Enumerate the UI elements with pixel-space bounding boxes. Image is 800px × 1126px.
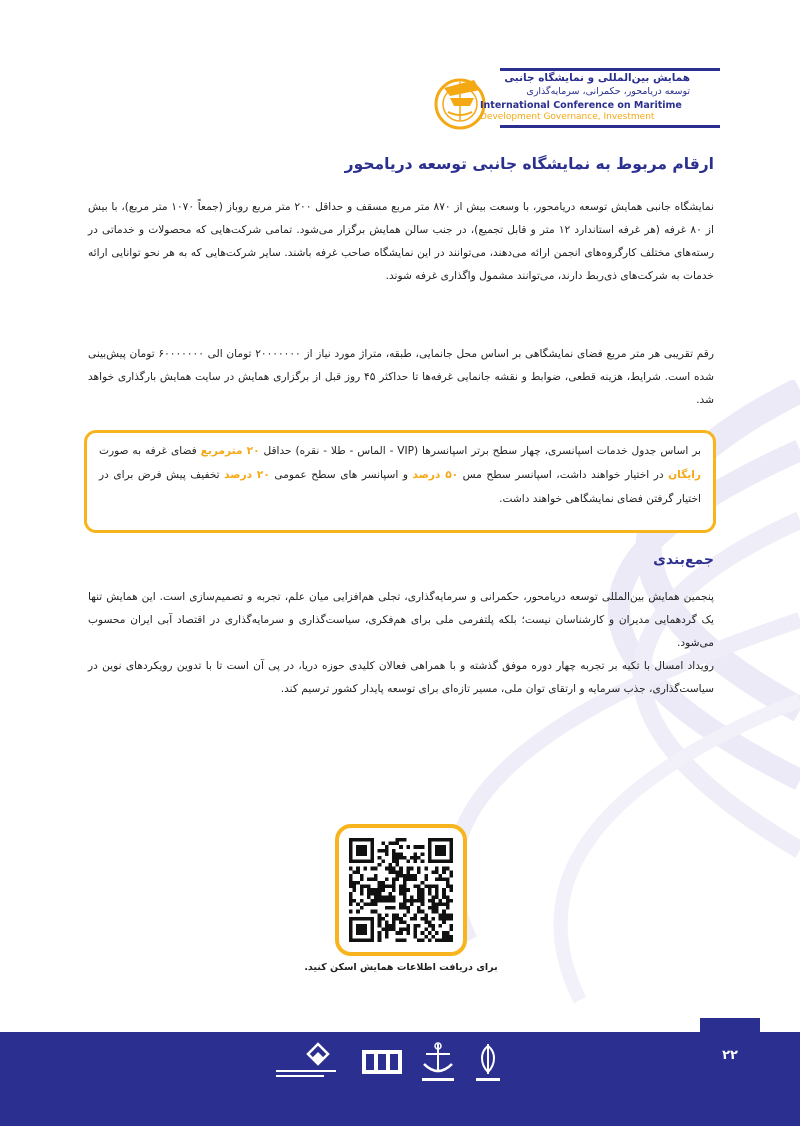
sponsor-highlight-box <box>84 430 716 533</box>
header-title-en: International Conference on Maritime <box>480 100 682 111</box>
highlight-value-area: ۲۰ مترمربع <box>200 445 260 457</box>
ports-organization-logo-icon <box>416 1040 460 1086</box>
qr-code-frame[interactable] <box>335 824 467 956</box>
header-subtitle-fa: توسعه دریامحور، حکمرانی، سرمایه‌گذاری <box>526 86 690 97</box>
sponsor-logo-icon <box>272 1040 348 1086</box>
highlight-text-3: در اختیار خواهند داشت، اسپانسر سطح مس <box>458 469 669 481</box>
header <box>430 60 720 138</box>
exhibition-paragraph-1: نمایشگاه جانبی همایش توسعه دریامحور، با وسعت بیش از ۸۷۰ متر مربع مسقف و حداقل ۲۰۰ متر مربع روباز (جمعاً ۱۰۷۰ متر مربع)، با بیش از ۸۰ غرفه (هر غرفه استاندارد ۱۲ متر و قابل تجمیع)، در جنب سالن همایش برگزار می‌شود. تمامی شرکت‌هایی که محصولات و خدماتی در رسته‌های مختلف کارگروه‌های انجمن ارائه می‌دهند، می‌توانند در این نمایشگاه صاحب غرفه باشند. سایر شرکت‌هایی که به هر نحو توانایی ارائه خدمات به شرکت‌های ذی‌ربط دارند، می‌توانند مشمول واگذاری غرفه شوند. <box>88 201 714 282</box>
highlight-value-free: رایگان <box>668 469 701 481</box>
page-number: ۲۲ <box>722 1048 738 1063</box>
section-title-exhibition: ارقام مربوط به نمایشگاه جانبی توسعه دریامحور <box>344 155 714 173</box>
highlight-value-copper-discount: ۵۰ درصد <box>412 469 459 481</box>
highlight-text-4: و اسپانسر های سطح عمومی <box>269 469 413 481</box>
iran-emblem-logo-icon <box>468 1040 508 1086</box>
highlight-text-5: تخفیف پیش فرض برای در اختیار گرفتن فضای نمایشگاهی خواهند داشت. <box>99 469 701 505</box>
header-bottom-bars <box>500 122 720 128</box>
qr-caption: برای دریافت اطلاعات همایش اسکن کنید. <box>304 962 498 973</box>
highlight-text-1: بر اساس جدول خدمات اسپانسری، چهار سطح برتر اسپانسرها (VIP - الماس - طلا - نقره) حداقل <box>259 445 702 457</box>
highlight-value-general-discount: ۲۰ درصد <box>224 469 270 481</box>
header-text-block <box>480 72 690 122</box>
section-title-summary: جمع‌بندی <box>653 552 714 568</box>
header-title-fa: همایش بین‌المللی و نمایشگاه جانبی <box>504 72 690 84</box>
exhibition-paragraph-2: رقم تقریبی هر متر مربع فضای نمایشگاهی بر اساس محل جانمایی، طبقه، متراژ مورد نیاز از ۲۰۰۰۰۰۰۰ تومان الی ۶۰۰۰۰۰۰۰ تومان پیش‌بینی شده است. شرایط، هزینه قطعی، ضوابط و نقشه جانمایی غرفه‌ها تا حداکثر ۴۵ روز قبل از برگزاری همایش در سایت همایش بارگذاری خواهد شد. <box>88 348 714 406</box>
header-subtitle-en: Development Governance, Investment <box>480 112 655 122</box>
footer-logos <box>272 1040 508 1092</box>
qr-code-icon[interactable] <box>349 838 453 942</box>
summary-paragraph-1: پنجمین همایش بین‌المللی توسعه دریامحور، حکمرانی و سرمایه‌گذاری، تجلی هم‌افزایی میان علم، تجربه و تصمیم‌سازی است. این همایش تنها یک گردهمایی مدیران و کارشناسان نیست؛ بلکه پلتفرمی ملی برای هم‌فکری، سیاست‌گذاری و سرمایه‌گذاری در اقتصاد آبی ایران محسوب می‌شود. <box>88 591 714 649</box>
summary-paragraph-2: رویداد امسال با تکیه بر تجربه چهار دوره موفق گذشته و با همراهی فعالان کلیدی حوزه دریا، در پی آن است تا با تدوین رویکردهای نوین در سیاست‌گذاری، جذب سرمایه و ارتقای توان ملی، مسیر تازه‌ای برای توسعه پایدار کشور ترسیم کند. <box>88 660 714 695</box>
highlight-text-2: فضای غرفه به صورت <box>99 445 201 457</box>
partner-logo-box-icon <box>358 1040 406 1086</box>
